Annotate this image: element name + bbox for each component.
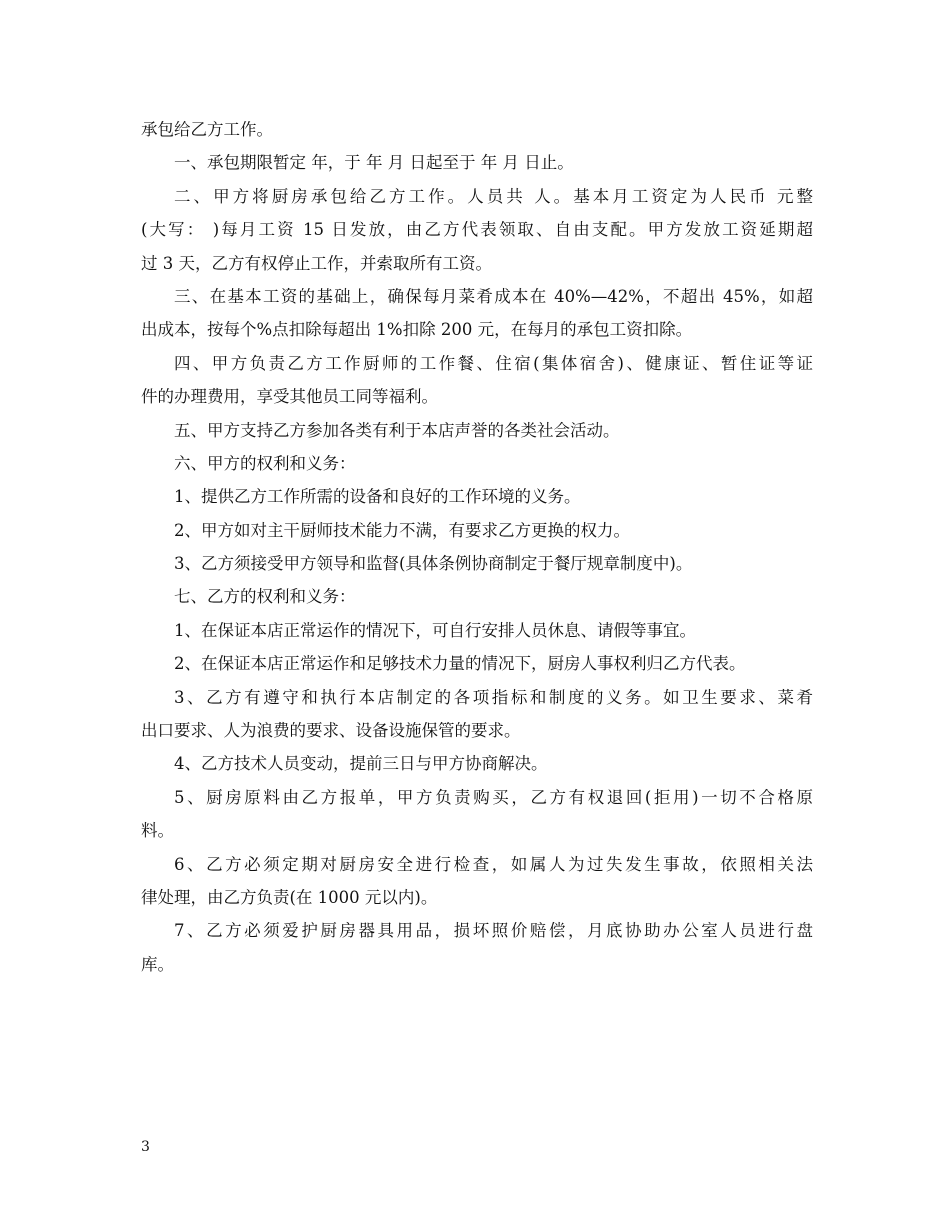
paragraph-line: 一、承包期限暂定 年，于 年 月 日起至于 年 月 日止。 [174,153,574,173]
paragraph-line: 承包给乙方工作。 [141,120,273,139]
paragraph-line: 三、在基本工资的基础上，确保每月菜肴成本在 40%—42%，不超出 45%，如超 [174,286,813,306]
paragraph-line: 料。 [141,821,174,841]
paragraph-line: 七、乙方的权利和义务： [174,587,356,607]
document-body [141,113,813,981]
paragraph-line: 1、在保证本店正常运作的情况下，可自行安排人员休息、请假等事宜。 [174,620,696,640]
paragraph-line: 2、甲方如对主干厨师技术能力不满，有要求乙方更换的权力。 [174,520,630,540]
paragraph-line: 件的办理费用，享受其他员工同等福利。 [141,387,438,407]
paragraph-line: 出成本，按每个%点扣除每超出 1%扣除 200 元，在每月的承包工资扣除。 [141,320,693,340]
paragraph-line: 1、提供乙方工作所需的设备和良好的工作环境的义务。 [174,487,581,507]
paragraph-line: (大写： )每月工资 15 日发放，由乙方代表领取、自由支配。甲方发放工资延期超 [141,220,813,240]
paragraph-line: 过 3 天，乙方有权停止工作，并索取所有工资。 [141,253,492,273]
page-number: 3 [141,1139,150,1155]
paragraph-line: 5、厨房原料由乙方报单，甲方负责购买，乙方有权退回(拒用)一切不合格原 [174,787,813,807]
paragraph-line: 二、甲方将厨房承包给乙方工作。人员共 人。基本月工资定为人民币 元整 [174,186,813,206]
paragraph-line: 律处理，由乙方负责(在 1000 元以内)。 [141,887,438,907]
paragraph-line: 3、乙方须接受甲方领导和监督(具体条例协商制定于餐厅规章制度中)。 [174,554,693,574]
paragraph-line: 4、乙方技术人员变动，提前三日与甲方协商解决。 [174,754,548,774]
paragraph-line: 3、乙方有遵守和执行本店制定的各项指标和制度的义务。如卫生要求、菜肴 [174,687,813,707]
paragraph-line: 四、甲方负责乙方工作厨师的工作餐、住宿(集体宿舍)、健康证、暂住证等证 [174,353,813,373]
paragraph-line: 库。 [141,954,174,974]
paragraph-line: 6、乙方必须定期对厨房安全进行检查，如属人为过失发生事故，依照相关法 [174,854,813,874]
paragraph-line: 7、乙方必须爱护厨房器具用品，损坏照价赔偿，月底协助办公室人员进行盘 [174,921,813,941]
paragraph-line: 2、在保证本店正常运作和足够技术力量的情况下，厨房人事权利归乙方代表。 [174,654,746,674]
paragraph-line: 出口要求、人为浪费的要求、设备设施保管的要求。 [141,721,521,741]
paragraph-line: 五、甲方支持乙方参加各类有利于本店声誉的各类社会活动。 [174,420,620,440]
paragraph-line: 六、甲方的权利和义务： [174,453,356,473]
